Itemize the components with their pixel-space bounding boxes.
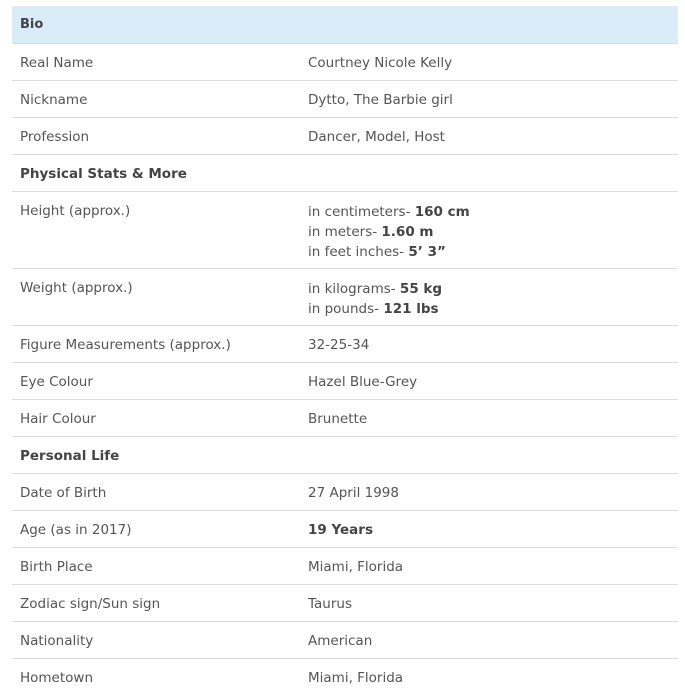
row-label: Real Name <box>20 55 94 71</box>
row-value: American <box>308 633 373 649</box>
row-label: Nickname <box>20 92 88 108</box>
height-cm-line: in centimeters- 160 cm <box>308 204 470 220</box>
section-title: Physical Stats & More <box>20 166 187 182</box>
row-label: Eye Colour <box>20 374 93 390</box>
age-value: 19 Years <box>308 522 373 538</box>
weight-lb-value: 121 lbs <box>383 301 439 317</box>
height-ft-value: 5’ 3” <box>408 244 446 260</box>
row-label: Nationality <box>20 633 94 649</box>
table-row-weight <box>12 269 678 326</box>
row-value: Courtney Nicole Kelly <box>308 55 453 71</box>
row-value: Dancer, Model, Host <box>308 129 445 145</box>
table-row <box>12 622 678 659</box>
row-label: Hometown <box>20 670 94 686</box>
table-row-height <box>12 192 678 269</box>
table-row <box>12 548 678 585</box>
weight-lb-line: in pounds- 121 lbs <box>308 301 439 317</box>
height-ft-line: in feet inches- 5’ 3” <box>308 244 446 260</box>
row-value: Miami, Florida <box>308 559 404 575</box>
row-label: Profession <box>20 129 90 145</box>
row-label: Birth Place <box>20 559 93 575</box>
table-row <box>12 585 678 622</box>
section-row-physical <box>12 155 678 192</box>
row-value: Brunette <box>308 411 368 427</box>
row-label: Age (as in 2017) <box>20 522 132 538</box>
weight-kg-line: in kilograms- 55 kg <box>308 281 443 297</box>
table-row <box>12 118 678 155</box>
section-row-personal <box>12 437 678 474</box>
height-cm-value: 160 cm <box>414 204 470 220</box>
row-label: Height (approx.) <box>20 203 131 219</box>
row-value: 27 April 1998 <box>308 485 399 501</box>
table-row <box>12 363 678 400</box>
row-label: Date of Birth <box>20 485 107 501</box>
table-row <box>12 81 678 118</box>
row-label: Zodiac sign/Sun sign <box>20 596 161 612</box>
bio-table <box>12 6 678 696</box>
height-m-value: 1.60 m <box>381 224 434 240</box>
table-row <box>12 474 678 511</box>
row-value <box>308 511 678 547</box>
table-row <box>12 400 678 437</box>
row-label: Figure Measurements (approx.) <box>20 337 231 353</box>
row-value <box>308 269 678 325</box>
row-value: Hazel Blue-Grey <box>308 374 418 390</box>
row-label: Weight (approx.) <box>20 280 133 296</box>
section-title: Personal Life <box>20 448 120 464</box>
row-value <box>308 192 678 268</box>
row-value: Dytto, The Barbie girl <box>308 92 453 108</box>
table-row <box>12 659 678 696</box>
table-header <box>12 6 678 44</box>
table-row <box>12 44 678 81</box>
header-title: Bio <box>20 17 44 32</box>
table-row <box>12 326 678 363</box>
row-value: 32-25-34 <box>308 337 370 353</box>
row-label: Hair Colour <box>20 411 96 427</box>
weight-kg-value: 55 kg <box>399 281 443 297</box>
height-m-line: in meters- 1.60 m <box>308 224 434 240</box>
row-value: Taurus <box>308 596 352 612</box>
row-value: Miami, Florida <box>308 670 404 686</box>
table-row <box>12 511 678 548</box>
